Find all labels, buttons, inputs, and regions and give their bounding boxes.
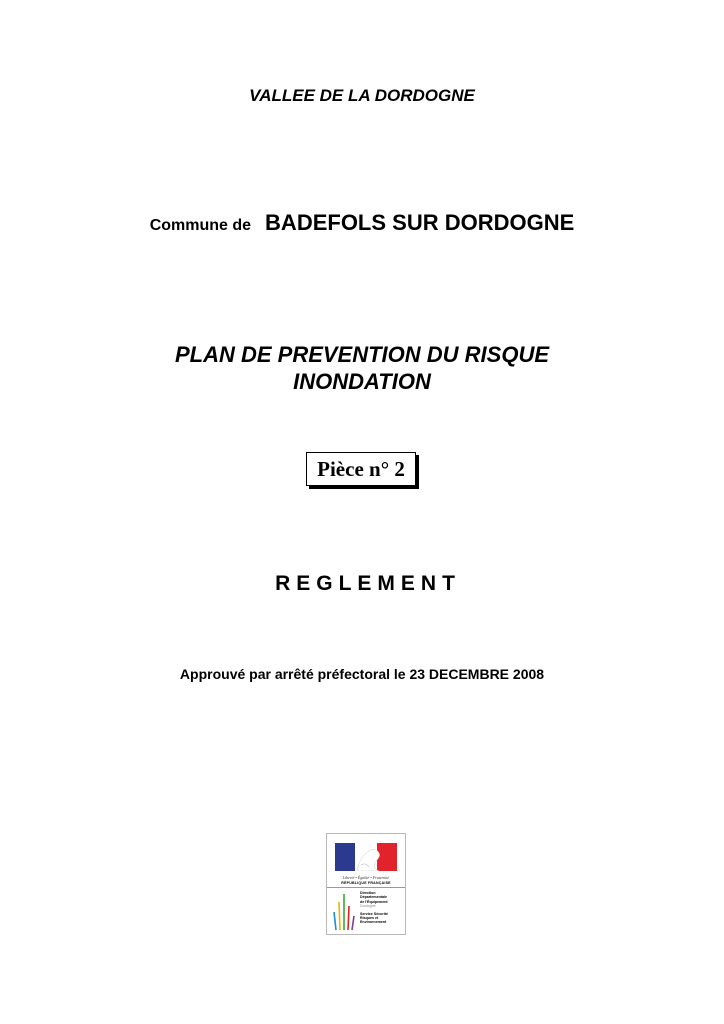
plan-title-line-1: PLAN DE PREVENTION DU RISQUE	[174, 342, 550, 367]
commune-line	[0, 210, 724, 236]
direction-line-3: de l'Équipement	[360, 899, 388, 904]
republic-name: RÉPUBLIQUE FRANÇAISE	[341, 881, 391, 885]
prefecture-logo	[326, 833, 406, 935]
republic-motto: Liberté • Égalité • Fraternité	[342, 875, 390, 880]
service-line-3: Environnement	[360, 920, 387, 925]
service-line-1: Service Sécurité	[360, 911, 388, 916]
commune-name: BADEFOLS SUR DORDOGNE	[265, 210, 575, 235]
commune-prefix: Commune de	[149, 217, 252, 234]
plan-title	[0, 341, 724, 395]
logo-divider	[327, 887, 405, 888]
logo-text	[360, 891, 404, 925]
direction-line-1: Direction	[360, 891, 376, 895]
service-line-2: Risques et	[360, 916, 379, 921]
piece-number-box: Pièce n° 2	[306, 452, 416, 486]
approval-line: Approuvé par arrêté préfectoral le 23 DECEMBRE 2008	[179, 666, 545, 682]
direction-line-2: Départementale	[360, 895, 387, 900]
plan-title-line-2: INONDATION	[293, 369, 431, 394]
section-title: REGLEMENT	[275, 572, 461, 595]
department-name: Dordogne	[360, 904, 376, 909]
colored-bars-icon	[330, 890, 358, 932]
marianne-flag-icon	[335, 843, 397, 871]
region-title: VALLEE DE LA DORDOGNE	[249, 86, 475, 105]
